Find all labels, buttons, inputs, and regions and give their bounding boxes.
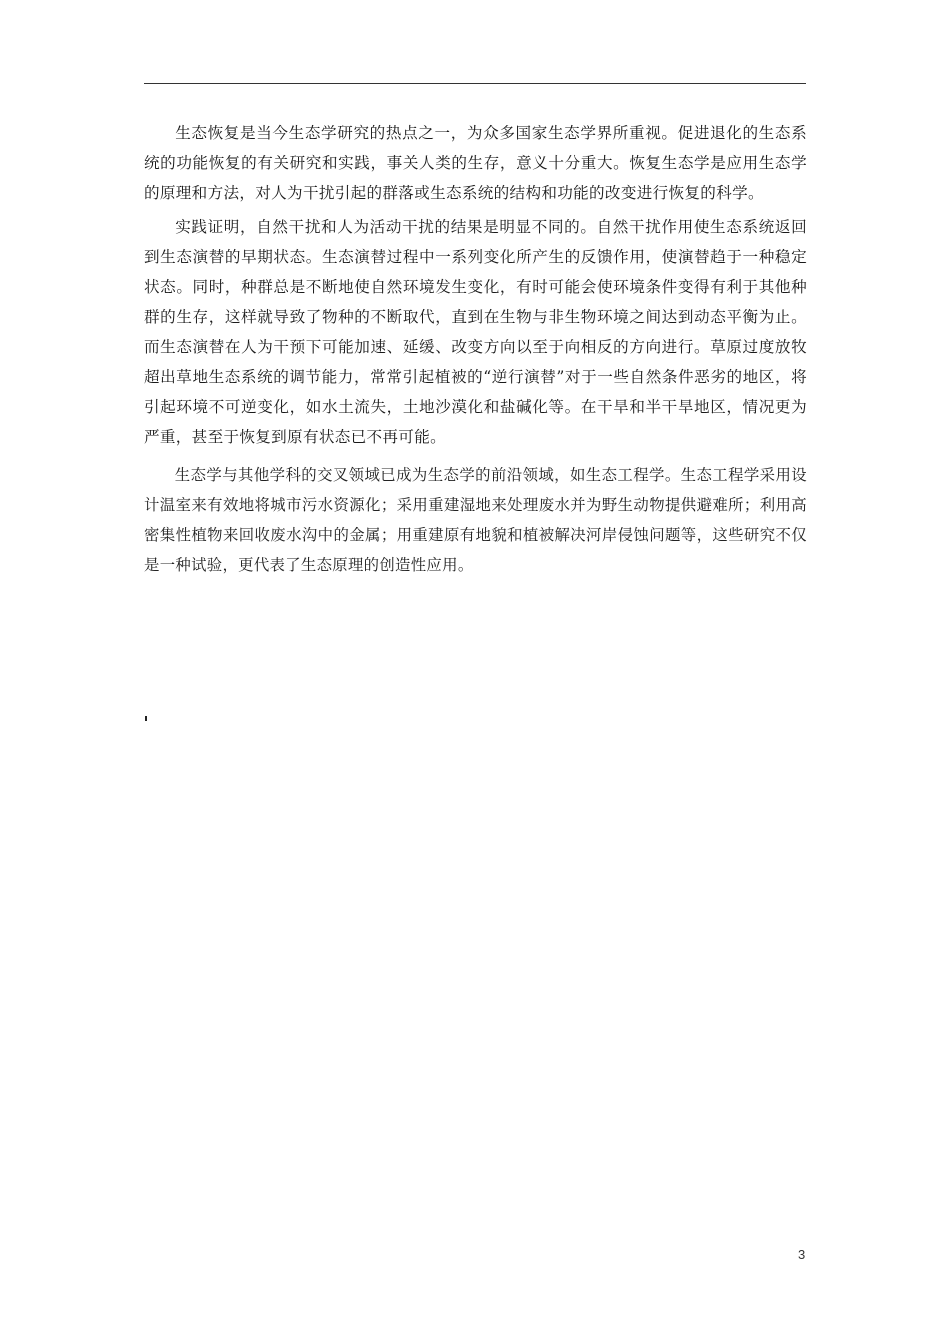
header-rule (144, 83, 806, 84)
document-body (144, 118, 807, 580)
paragraph-2: 实践证明，自然干扰和人为活动干扰的结果是明显不同的。自然干扰作用使生态系统返回到生态演替的早期状态。生态演替过程中一系列变化所产生的反馈作用，使演替趋于一种稳定状态。同时，种群总是不断地使自然环境发生变化，有时可能会使环境条件变得有利于其他种群的生存，这样就导致了物种的不断取代，直到在生物与非生物环境之间达到动态平衡为止。而生态演替在人为干预下可能加速、延缓、改变方向以至于向相反的方向进行。草原过度放牧超出草地生态系统的调节能力，常常引起植被的“逆行演替”对于一些自然条件恶劣的地区，将引起环境不可逆变化，如水土流失，土地沙漠化和盐碱化等。在干旱和半干旱地区，情况更为严重，甚至于恢复到原有状态已不再可能。 (144, 218, 807, 446)
paragraph-mark (145, 716, 147, 721)
paragraph-3: 生态学与其他学科的交叉领域已成为生态学的前沿领域，如生态工程学。生态工程学采用设计温室来有效地将城市污水资源化；采用重建湿地来处理废水并为野生动物提供避难所；利用高密集性植物来回收废水沟中的金属；用重建原有地貌和植被解决河岸侵蚀问题等，这些研究不仅是一种试验，更代表了生态原理的创造性应用。 (144, 466, 807, 574)
page-number: 3 (798, 1247, 806, 1262)
paragraph-1: 生态恢复是当今生态学研究的热点之一，为众多国家生态学界所重视。促进退化的生态系统的功能恢复的有关研究和实践，事关人类的生存，意义十分重大。恢复生态学是应用生态学的原理和方法，对人为干扰引起的群落或生态系统的结构和功能的改变进行恢复的科学。 (144, 124, 807, 202)
